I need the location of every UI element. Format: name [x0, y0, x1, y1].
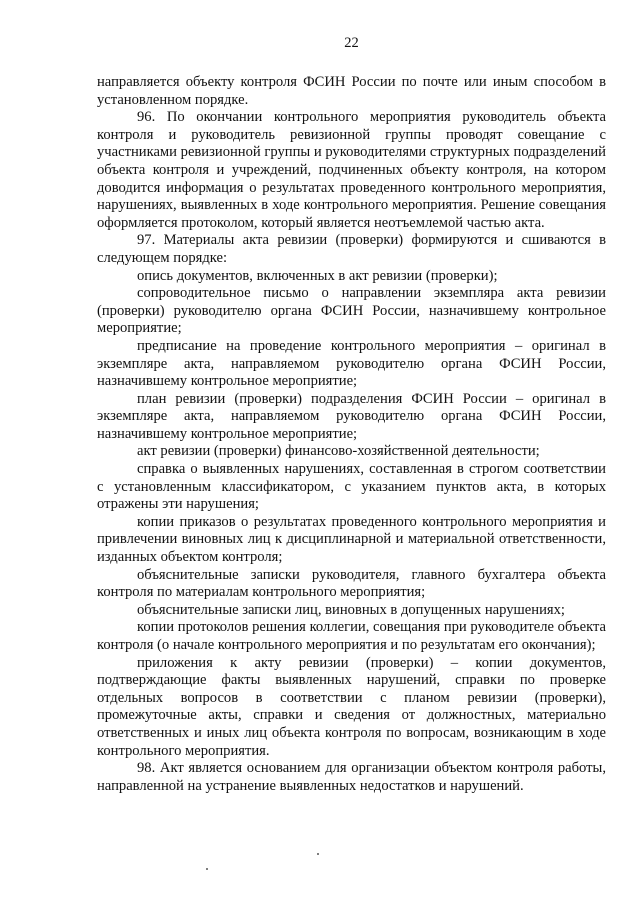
- document-body: [97, 74, 606, 795]
- page-number: 22: [344, 35, 359, 51]
- paragraph: объяснительные записки лиц, виновных в допущенных нарушениях;: [137, 601, 565, 618]
- paragraph: 98. Акт является основанием для организации объектом контроля работы, направленной на устранение выявленных недостатков и нарушений.: [97, 760, 606, 794]
- paragraph: предписание на проведение контрольного мероприятия – оригинал в экземпляре акта, направляемом руководителю органа ФСИН России, назначившему контрольное мероприятие;: [97, 337, 606, 390]
- paragraph: 97. Материалы акта ревизии (проверки) формируются и сшиваются в следующем порядке:: [97, 232, 606, 266]
- paragraph: приложения к акту ревизии (проверки) – копии документов, подтверждающие факты выявленных нарушений, справки по проверке отдельных вопросов в соответствии с планом ревизии (проверки), промежуточные акты, справки и сведения от должностных, материально ответственных и иных лиц объекта контроля по вопросам, возникающим в ходе контрольного мероприятия.: [97, 654, 606, 759]
- scan-speck: [206, 868, 208, 870]
- scan-speck: [317, 853, 319, 855]
- paragraph: справка о выявленных нарушениях, составленная в строгом соответствии с установленным классификатором, с указанием пунктов акта, в которых отражены эти нарушения;: [97, 461, 606, 513]
- paragraph: опись документов, включенных в акт ревизии (проверки);: [137, 267, 498, 284]
- paragraph: объяснительные записки руководителя, главного бухгалтера объекта контроля по материалам контрольного мероприятия;: [97, 566, 606, 601]
- paragraph: акт ревизии (проверки) финансово-хозяйственной деятельности;: [137, 443, 540, 460]
- paragraph: план ревизии (проверки) подразделения ФСИН России – оригинал в экземпляре акта, направляемом руководителю органа ФСИН России, назначившему контрольное мероприятие;: [97, 390, 606, 442]
- paragraph: копии протоколов решения коллегии, совещания при руководителе объекта контроля (о начале контрольного мероприятия и по результатам его окончания);: [97, 619, 606, 653]
- paragraph: копии приказов о результатах проведенного контрольного мероприятия и привлечении виновных лиц к дисциплинарной и материальной ответственности, изданных объектом контроля;: [97, 513, 606, 566]
- paragraph: 96. По окончании контрольного мероприятия руководитель объекта контроля и руководитель ревизионной группы проводят совещание с участниками ревизионной группы и руководителями структурных подразделений объекта контроля и учреждений, подчиненных объекту контроля, на котором доводится информация о результатах проведенного контрольного мероприятия, нарушениях, выявленных в ходе контрольного мероприятия. Решение совещания оформляется протоколом, который является неотъемлемой частью акта.: [97, 109, 606, 231]
- paragraph: сопроводительное письмо о направлении экземпляра акта ревизии (проверки) руководителю органа ФСИН России, назначившему контрольное мероприятие;: [97, 285, 606, 337]
- paragraph: направляется объекту контроля ФСИН России по почте или иным способом в установленном порядке.: [97, 74, 606, 108]
